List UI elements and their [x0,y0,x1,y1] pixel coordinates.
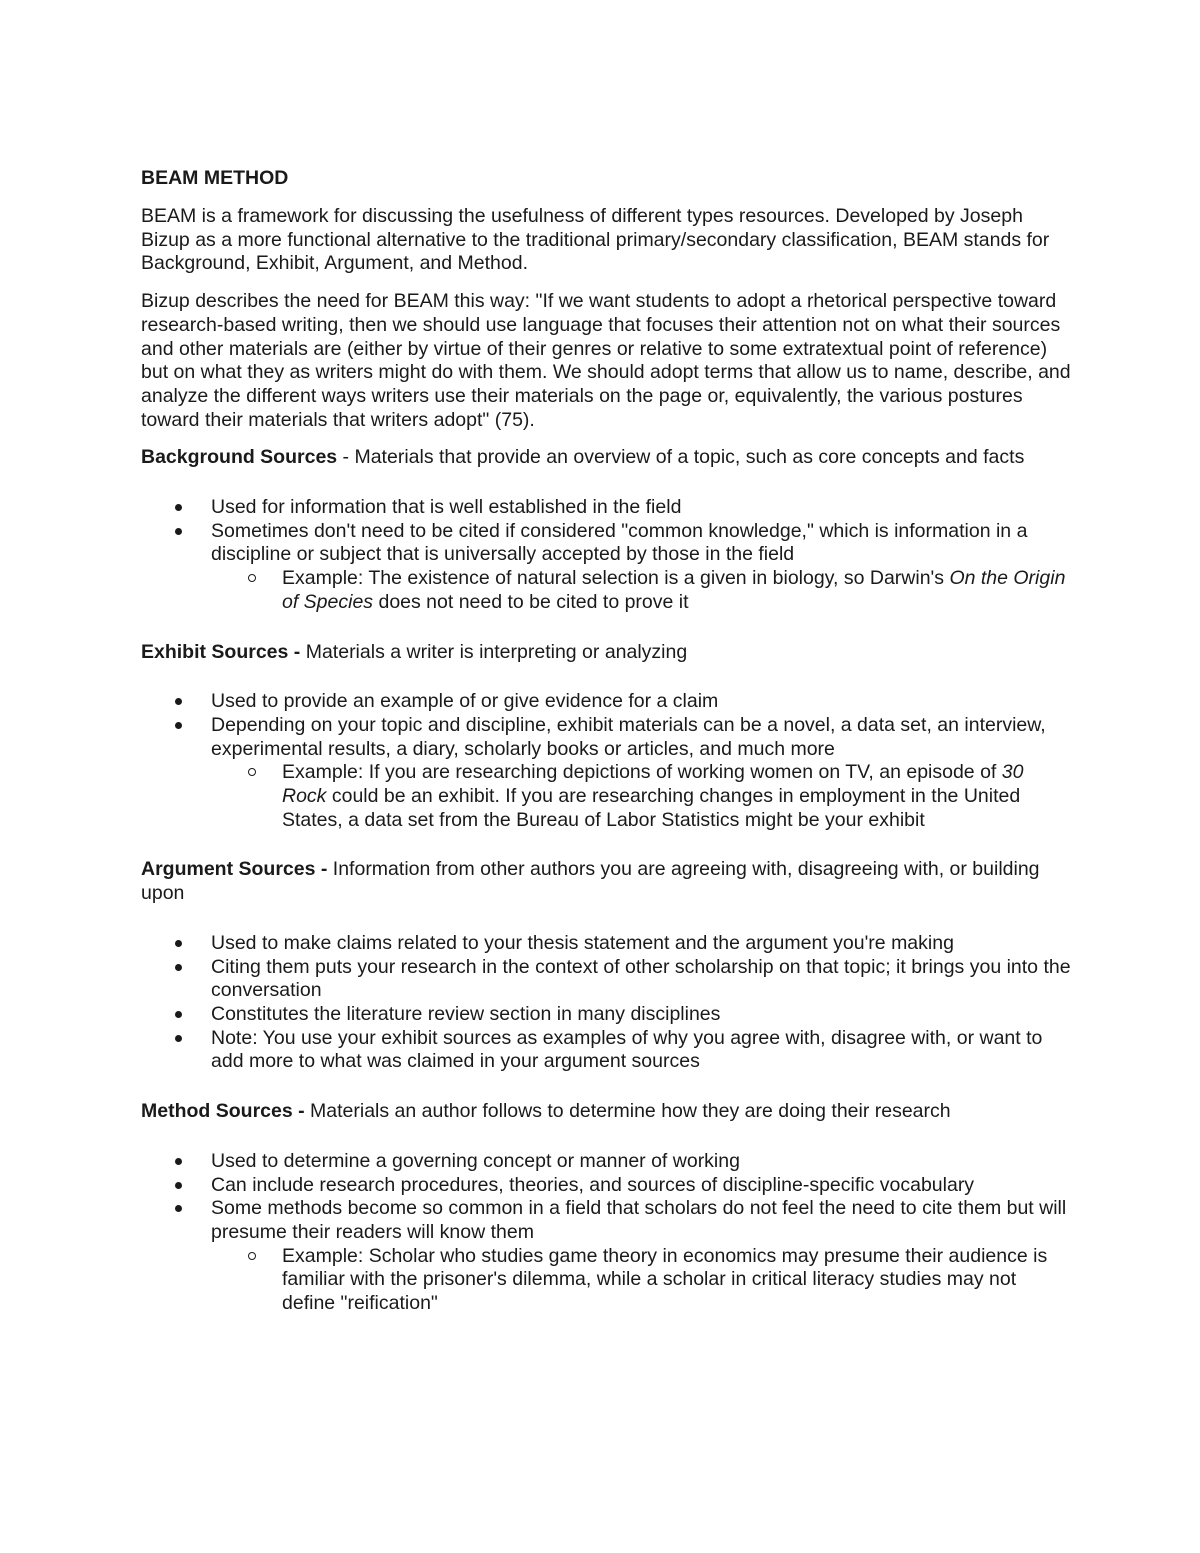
sub-list-item [282,1245,1071,1316]
list-item [211,1003,1071,1027]
argument-description: Information from other authors you are agreeing with, disagreeing with, or building upon [141,858,1040,905]
list-item-text: Used for information that is well established in the field [211,496,682,519]
intro-paragraph: BEAM is a framework for discussing the usefulness of different types resources. Developed by Joseph Bizup as a more functional alternative to the traditional primary/secondary classification, BEAM stands for Background, Exhibit, Argument, and Method. [141,205,1050,275]
list-item-text: Citing them puts your research in the context of other scholarship on that topic; it brings you into the conversation [211,955,1071,1002]
argument-list [141,932,1071,1074]
exhibit-list [141,690,1071,832]
bullet-icon [175,1011,182,1018]
exhibit-sub-list [211,761,1071,832]
list-item [211,690,1071,714]
quote-paragraph: Bizup describes the need for BEAM this way: "If we want students to adopt a rhetorical perspective toward research-based writing, then we should use language that focuses their attention not on what their sources and other materials are (either by virtue of their genres or relative to some extratextual point of reference) but on what they as writers might do with them. We should adopt terms that allow us to name, describe, and analyze the different ways writers use their materials on the page or, equivalently, the various postures toward their materials that writers adopt" (75). [141,290,1071,431]
example-text-end: could be an exhibit. If you are researching changes in employment in the United States, a data set from the Bureau of Labor Statistics might be your exhibit [282,785,1021,831]
list-item [211,1027,1071,1074]
sub-list-item [282,567,1071,614]
document-title: BEAM METHOD [141,167,289,189]
example-text-end: does not need to be cited to prove it [373,590,689,613]
bullet-icon [175,504,182,511]
example-italic-title: 30 Rock [282,761,1024,808]
background-sub-list [211,567,1071,614]
argument-heading: Argument Sources - [141,858,328,881]
background-section-heading [141,446,1071,470]
list-item-text: Used to make claims related to your thesis statement and the argument you're making [211,931,954,954]
list-item-text: Used to determine a governing concept or manner of working [211,1149,740,1172]
bullet-icon [175,940,182,947]
bullet-icon [175,964,182,971]
bullet-icon [175,1035,182,1042]
exhibit-description: Materials a writer is interpreting or analyzing [300,640,688,663]
example-text: Example: The existence of natural selection is a given in biology, so Darwin's [282,567,950,590]
list-item-text: Some methods become so common in a field that scholars do not feel the need to cite them but will presume their readers will know them [211,1197,1067,1243]
list-item-text: Used to provide an example of or give evidence for a claim [211,690,719,713]
list-item-text: Depending on your topic and discipline, exhibit materials can be a novel, a data set, an interview, experimental results, a diary, scholarly books or articles, and much more [211,713,1046,760]
circle-bullet-icon [248,574,256,582]
list-item-text: Can include research procedures, theories, and sources of discipline-specific vocabulary [211,1173,975,1196]
list-item [211,956,1071,1003]
list-item-text: Note: You use your exhibit sources as examples of why you agree with, disagree with, or want to add more to what was claimed in your argument sources [211,1026,1043,1073]
list-item-text: Sometimes don't need to be cited if considered "common knowledge," which is information in a discipline or subject that is universally accepted by those in the field [211,519,1028,566]
list-item [211,496,1071,520]
bullet-icon [175,698,182,705]
example-italic-title: On the Origin of Species [282,567,1066,613]
argument-section-heading [141,858,1071,905]
exhibit-section-heading [141,641,1071,665]
circle-bullet-icon [248,1252,256,1260]
method-sub-list [211,1245,1071,1316]
circle-bullet-icon [248,768,256,776]
method-section-heading [141,1100,1071,1124]
method-heading: Method Sources - [141,1100,305,1123]
exhibit-heading: Exhibit Sources - [141,640,301,663]
example-text: Example: Scholar who studies game theory in economics may presume their audience is familiar with the prisoner's dilemma, while a scholar in critical literacy studies may not define "reification" [282,1244,1048,1315]
list-item [211,1150,1071,1174]
document-content [141,165,1071,1342]
method-list [141,1150,1071,1316]
bullet-icon [175,1205,182,1212]
background-list [141,496,1071,615]
bullet-icon [175,1182,182,1189]
list-item-text: Constitutes the literature review section in many disciplines [211,1002,721,1025]
background-heading: Background Sources [141,446,338,469]
list-item [211,1197,1071,1316]
example-text: Example: If you are researching depictions of working women on TV, an episode of [282,761,1002,784]
bullet-icon [175,722,182,729]
bullet-icon [175,528,182,535]
list-item [211,714,1071,833]
sub-list-item [282,761,1071,832]
bullet-icon [175,1158,182,1165]
method-description: Materials an author follows to determine how they are doing their research [304,1100,951,1123]
background-description: - Materials that provide an overview of a topic, such as core concepts and facts [337,446,1025,469]
list-item [211,1174,1071,1198]
list-item [211,932,1071,956]
list-item [211,520,1071,615]
